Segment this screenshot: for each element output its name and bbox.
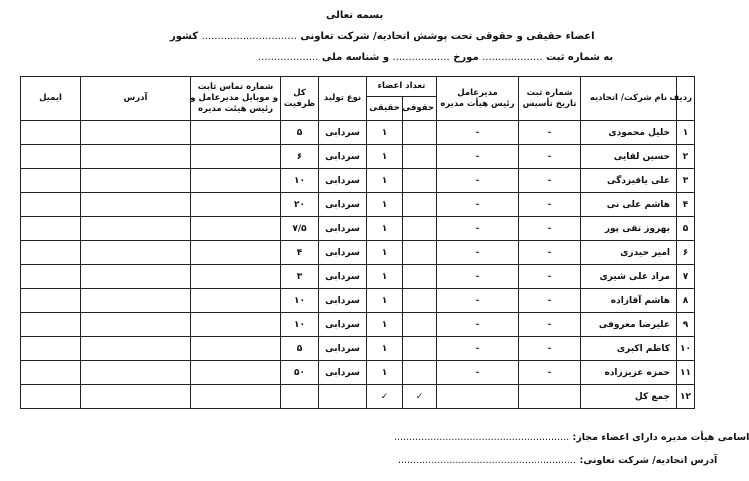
table-row [21,193,695,217]
col-contact-line3: رئیس هیئت مدیره [198,104,273,114]
basmala-heading: بسمه تعالی [326,10,384,21]
cell-email [21,145,81,169]
cell-company-name: حمزه عزیززاده [581,361,677,385]
cell-capacity: ۱۰ [281,289,319,313]
cell-manager: - [437,313,519,337]
national-id-fill-dots: ................... [258,52,319,63]
cell-registration [519,385,581,409]
col-email: ایمیل [21,77,81,121]
cell-registration: - [519,169,581,193]
cell-email [21,121,81,145]
cell-contact [191,289,281,313]
cell-registration: - [519,265,581,289]
cell-registration: - [519,337,581,361]
cell-capacity [281,385,319,409]
cell-address [81,169,191,193]
cell-production-type: سردابی [319,193,367,217]
cell-total-label: جمع کل [581,385,677,409]
cell-capacity: ۱۰ [281,313,319,337]
cell-manager [437,385,519,409]
cell-email [21,265,81,289]
cell-address [81,361,191,385]
cell-address [81,313,191,337]
cell-registration: - [519,241,581,265]
col-address: آدرس [81,77,191,121]
cell-row-number: ۲ [677,145,695,169]
cell-contact [191,361,281,385]
cell-registration: - [519,289,581,313]
cell-row-number: ۴ [677,193,695,217]
cell-legal [403,265,437,289]
table-row [21,289,695,313]
reg-label: به شماره ثبت [546,52,614,63]
cell-company-name: خلیل محمودی [581,121,677,145]
cell-email [21,337,81,361]
table-row [21,241,695,265]
col-row-number: ردیف [677,77,695,121]
cell-natural: ۱ [367,313,403,337]
cell-row-number: ۳ [677,169,695,193]
cell-manager: - [437,193,519,217]
cell-row-number: ۱۰ [677,337,695,361]
cell-address [81,385,191,409]
cell-manager: - [437,289,519,313]
country-label: کشور [170,31,199,42]
cell-natural: ۱ [367,265,403,289]
cell-manager: - [437,337,519,361]
dated-label: مورخ [453,52,479,63]
col-manager [437,77,519,121]
cell-registration: - [519,193,581,217]
cell-capacity: ۳ [281,265,319,289]
cell-company-name: علی یافیزدگی [581,169,677,193]
cell-contact [191,385,281,409]
cell-legal [403,193,437,217]
cell-address [81,337,191,361]
union-address-label: آدرس اتحادیه/ شرکت تعاونی: [579,455,718,466]
cell-email [21,169,81,193]
col-contact-line2: و موبایل مدیرعامل و [190,93,278,103]
cell-contact [191,193,281,217]
cell-email [21,313,81,337]
form-title-line [170,31,595,42]
cell-registration: - [519,217,581,241]
col-capacity-line2: ظرفیت [283,98,316,109]
cell-contact [191,313,281,337]
cell-contact [191,169,281,193]
cell-contact [191,121,281,145]
cell-production-type: سردابی [319,313,367,337]
cell-manager: - [437,241,519,265]
cell-row-number: ۹ [677,313,695,337]
cell-email [21,385,81,409]
members-table [20,76,695,409]
national-id-label: و شناسه ملی [321,52,390,63]
col-total-capacity [281,77,319,121]
col-registration [519,77,581,121]
cell-company-name: کاظم اکبری [581,337,677,361]
cell-production-type: سردابی [319,121,367,145]
cell-capacity: ۴ [281,241,319,265]
col-capacity-line1: کل [293,87,306,98]
cell-legal [403,169,437,193]
form-title: اعضاء حقیقی و حقوقی تحت پوشش اتحادیه/ شرکت تعاونی [300,31,595,42]
cell-manager: - [437,217,519,241]
cell-address [81,145,191,169]
cell-capacity: ۷/۵ [281,217,319,241]
cell-legal-check: ✓ [403,385,437,409]
cell-email [21,361,81,385]
col-company-name: نام شرکت/ اتحادیه [581,77,677,121]
cell-natural: ۱ [367,241,403,265]
table-row [21,361,695,385]
footer-board-line [394,432,749,443]
cell-company-name: علیرضا معروفی [581,313,677,337]
cell-production-type: سردابی [319,217,367,241]
cell-email [21,289,81,313]
cell-registration: - [519,313,581,337]
table-row [21,265,695,289]
cell-natural-check: ✓ [367,385,403,409]
cell-natural: ۱ [367,217,403,241]
cell-email [21,241,81,265]
table-header [21,77,695,121]
cell-capacity: ۲۰ [281,193,319,217]
cell-legal [403,313,437,337]
registration-line [258,52,613,63]
cell-legal [403,361,437,385]
col-members-count: تعداد اعضاء [367,77,437,97]
cell-company-name: مراد علی شیری [581,265,677,289]
col-manager-label: مدیرعامل [457,87,498,98]
cell-legal [403,289,437,313]
cell-row-number: ۱۲ [677,385,695,409]
col-established: تاریخ تأسیس [522,98,577,109]
table-row [21,145,695,169]
cell-manager: - [437,145,519,169]
col-registration-no: شماره ثبت [526,87,573,98]
cell-natural: ۱ [367,289,403,313]
total-row [21,385,695,409]
cell-legal [403,241,437,265]
cell-manager: - [437,361,519,385]
table-row [21,337,695,361]
cell-contact [191,241,281,265]
cell-capacity: ۵ [281,337,319,361]
cell-registration: - [519,361,581,385]
board-names-dots: .......................................................... [394,432,570,443]
cell-production-type: سردابی [319,289,367,313]
cell-contact [191,145,281,169]
cell-company-name: امیر حیدری [581,241,677,265]
title-fill-dots: .............................. [201,31,297,42]
cell-registration: - [519,121,581,145]
cell-capacity: ۵ [281,121,319,145]
cell-production-type: سردابی [319,145,367,169]
cell-company-name: حسین لقایی [581,145,677,169]
footer-address-line [398,455,717,466]
cell-company-name: هاشم علی نی [581,193,677,217]
cell-legal [403,121,437,145]
cell-contact [191,265,281,289]
cell-email [21,193,81,217]
cell-company-name: بهروز تقی پور [581,217,677,241]
col-natural: حقیقی [367,97,403,121]
col-contact-line1: شماره تماس ثابت [197,82,274,92]
cell-production-type: سردابی [319,265,367,289]
col-contact [191,77,281,121]
cell-company-name: هاشم آقازاده [581,289,677,313]
cell-address [81,193,191,217]
cell-legal [403,145,437,169]
table-row [21,313,695,337]
cell-contact [191,337,281,361]
cell-production-type: سردابی [319,169,367,193]
cell-row-number: ۸ [677,289,695,313]
cell-manager: - [437,121,519,145]
cell-manager: - [437,169,519,193]
cell-address [81,121,191,145]
cell-row-number: ۵ [677,217,695,241]
table-row [21,169,695,193]
table-body [21,121,695,409]
cell-row-number: ۱ [677,121,695,145]
cell-address [81,289,191,313]
cell-row-number: ۱۱ [677,361,695,385]
cell-natural: ۱ [367,121,403,145]
cell-production-type: سردابی [319,241,367,265]
cell-address [81,217,191,241]
cell-address [81,265,191,289]
cell-production-type: سردابی [319,337,367,361]
cell-natural: ۱ [367,337,403,361]
cell-production-type: سردابی [319,361,367,385]
cell-capacity: ۶ [281,145,319,169]
cell-natural: ۱ [367,145,403,169]
board-names-label: اسامی هیأت مدیره دارای اعضاء مجاز: [572,432,749,443]
union-address-dots: ........................................................... [398,455,577,466]
col-legal: حقوقی [403,97,437,121]
cell-contact [191,217,281,241]
cell-legal [403,217,437,241]
col-production-type: نوع تولید [319,77,367,121]
cell-manager: - [437,265,519,289]
cell-row-number: ۷ [677,265,695,289]
cell-registration: - [519,145,581,169]
reg-fill-dots: ................... [482,52,543,63]
table-row [21,217,695,241]
cell-capacity: ۱۰ [281,169,319,193]
cell-production-type [319,385,367,409]
table-row [21,121,695,145]
cell-email [21,217,81,241]
cell-capacity: ۵۰ [281,361,319,385]
cell-legal [403,337,437,361]
dated-fill-dots: .................. [392,52,450,63]
cell-row-number: ۶ [677,241,695,265]
cell-natural: ۱ [367,193,403,217]
cell-natural: ۱ [367,361,403,385]
col-board-chair: رئیس هیأت مدیره [440,98,515,109]
cell-natural: ۱ [367,169,403,193]
cell-address [81,241,191,265]
